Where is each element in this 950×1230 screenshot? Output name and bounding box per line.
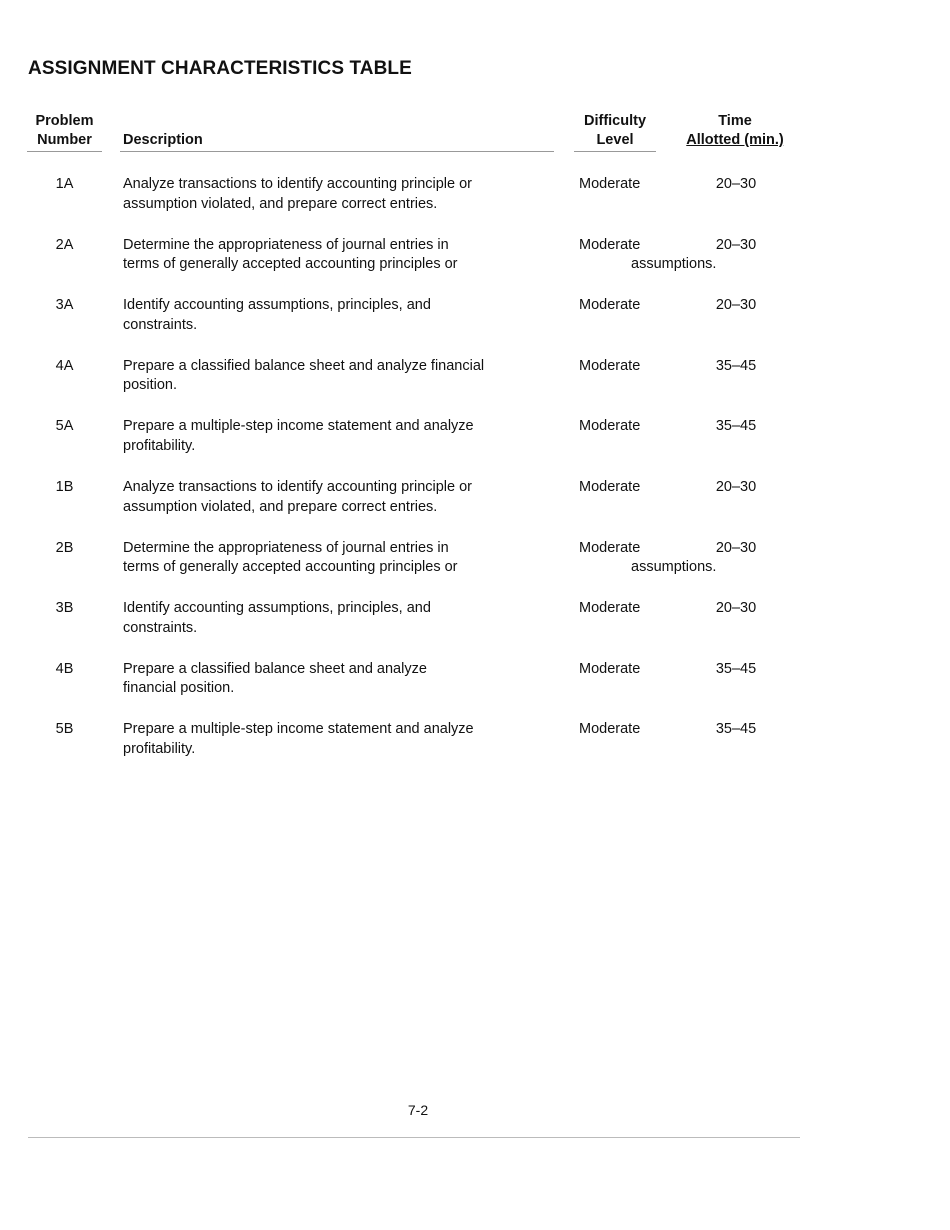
difficulty-level: Moderate — [579, 660, 641, 677]
header-time-allotted — [676, 112, 794, 150]
header-problem-line2: Number — [37, 132, 92, 148]
description-line: financial position. — [123, 680, 235, 697]
header-description: Description — [120, 131, 554, 152]
description-line: Identify accounting assumptions, principles, and — [123, 600, 431, 617]
problem-number: 4A — [55, 357, 74, 374]
time-allotted: 35–45 — [715, 418, 757, 435]
description-continuation: assumptions. — [631, 559, 717, 576]
table-row — [0, 539, 950, 589]
header-time-line1: Time — [718, 113, 752, 129]
problem-number: 5A — [55, 418, 74, 435]
description-line: Determine the appropriateness of journal entries in — [123, 236, 449, 253]
difficulty-level: Moderate — [579, 297, 641, 314]
description-line: Prepare a classified balance sheet and analyze financial — [123, 357, 485, 374]
problem-description — [123, 599, 543, 638]
difficulty-level: Moderate — [579, 418, 641, 435]
difficulty-level: Moderate — [579, 539, 641, 556]
header-difficulty-line1: Difficulty — [583, 113, 647, 129]
difficulty-level: Moderate — [579, 357, 641, 374]
problem-description — [123, 296, 543, 335]
time-allotted: 20–30 — [715, 236, 757, 253]
difficulty-level: Moderate — [579, 600, 641, 617]
description-line: position. — [123, 377, 178, 394]
problem-description — [123, 478, 543, 517]
problem-description — [123, 539, 543, 578]
table-row — [0, 236, 950, 286]
description-line: assumption violated, and prepare correct entries. — [123, 498, 438, 515]
problem-description — [123, 660, 543, 699]
problem-number: 3B — [55, 600, 74, 617]
time-allotted: 20–30 — [715, 600, 757, 617]
time-allotted: 35–45 — [715, 721, 757, 738]
problem-number: 3A — [55, 297, 74, 314]
description-continuation: assumptions. — [631, 256, 717, 273]
description-line: Determine the appropriateness of journal entries in — [123, 539, 449, 556]
time-allotted: 35–45 — [715, 357, 757, 374]
problem-description — [123, 720, 543, 759]
header-time-line2: Allotted (min.) — [686, 132, 784, 148]
page-number: 7-2 — [407, 1102, 429, 1118]
problem-description — [123, 357, 543, 396]
table-row — [0, 478, 950, 528]
description-line: constraints. — [123, 619, 198, 636]
difficulty-level: Moderate — [579, 236, 641, 253]
description-line: terms of generally accepted accounting principles or — [123, 256, 458, 273]
problem-number: 4B — [55, 660, 74, 677]
difficulty-level: Moderate — [579, 479, 641, 495]
description-line: profitability. — [123, 740, 196, 757]
table-row — [0, 296, 950, 346]
table-row — [0, 599, 950, 649]
time-allotted: 20–30 — [715, 297, 757, 314]
description-line: Analyze transactions to identify accounting principle or — [123, 479, 472, 495]
difficulty-level: Moderate — [579, 721, 641, 738]
header-difficulty-level — [574, 112, 656, 152]
time-allotted: 20–30 — [715, 176, 757, 192]
time-allotted: 20–30 — [715, 539, 757, 556]
header-problem-line1: Problem — [35, 113, 94, 129]
description-line: assumption violated, and prepare correct entries. — [123, 195, 438, 212]
description-line: terms of generally accepted accounting principles or — [123, 559, 458, 576]
table-row — [0, 357, 950, 407]
description-line: Prepare a multiple-step income statement and analyze — [123, 418, 474, 435]
description-line: Prepare a classified balance sheet and analyze — [123, 660, 427, 677]
table-row — [0, 175, 950, 225]
header-problem-number — [27, 112, 102, 152]
difficulty-level: Moderate — [579, 176, 641, 192]
problem-number: 1A — [55, 176, 74, 192]
problem-number: 2B — [55, 539, 74, 556]
problem-number: 2A — [55, 236, 74, 253]
description-line: Prepare a multiple-step income statement and analyze — [123, 721, 474, 738]
table-row — [0, 720, 950, 770]
description-line: profitability. — [123, 437, 196, 454]
problem-description — [123, 417, 543, 456]
time-allotted: 20–30 — [715, 479, 757, 495]
description-line: Identify accounting assumptions, principles, and — [123, 297, 431, 314]
problem-number: 5B — [55, 721, 74, 738]
description-line: constraints. — [123, 316, 198, 333]
description-line: Analyze transactions to identify accounting principle or — [123, 176, 472, 192]
table-row — [0, 660, 950, 710]
problem-description — [123, 175, 543, 214]
time-allotted: 35–45 — [715, 660, 757, 677]
table-row — [0, 417, 950, 467]
page-title: ASSIGNMENT CHARACTERISTICS TABLE — [28, 58, 412, 79]
footer-divider — [28, 1137, 800, 1138]
header-difficulty-line2: Level — [596, 132, 634, 148]
problem-description — [123, 236, 543, 275]
problem-number: 1B — [55, 479, 74, 495]
